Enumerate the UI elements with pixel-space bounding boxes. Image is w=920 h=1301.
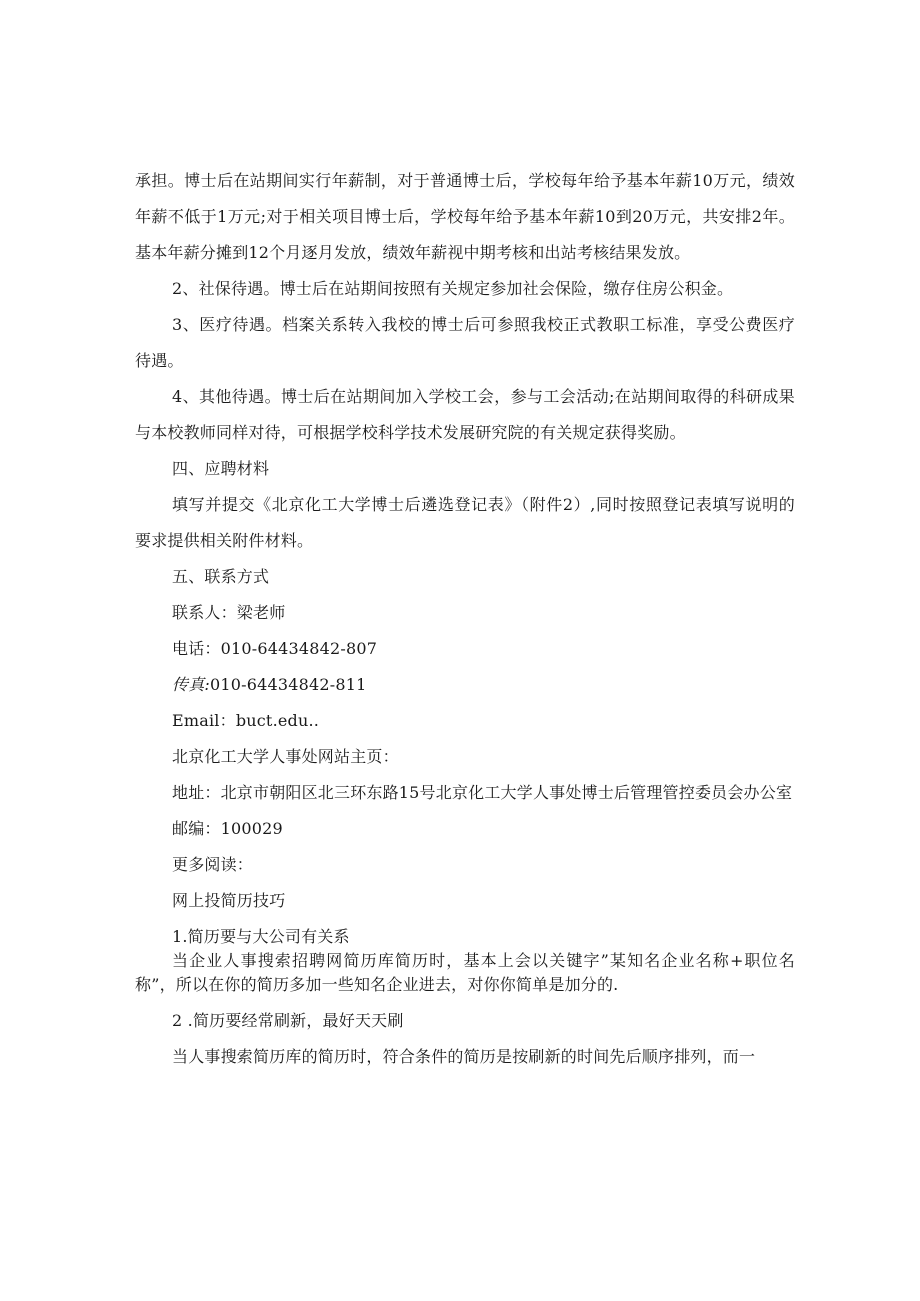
tip-2-body: 当人事搜索简历库的简历时，符合条件的简历是按刷新的时间先后顺序排列，而一 [172, 1047, 756, 1066]
tip-1-body: 当企业人事搜索招聘网简历库简历时，基本上会以关键字”某知名企业名称+职位名称”，所以在你的简历多加一些知名企业进去，对你你简单是加分的. [135, 951, 795, 994]
contact-address: 地址：北京市朝阳区北三环东路15号北京化工大学人事处博士后管理管控委员会办公室 [172, 783, 793, 802]
contact-postcode: 邮编：100029 [172, 819, 283, 838]
section-heading-contact: 五、联系方式 [172, 567, 270, 586]
paragraph-other-benefits: 4、其他待遇。博士后在站期间加入学校工会，参与工会活动;在站期间取得的科研成果与本校教师同样对待，可根据学校科学技术发展研究院的有关规定获得奖励。 [135, 387, 795, 442]
tip-1-title: 1.简历要与大公司有关系 [172, 927, 350, 946]
paragraph-social-security: 2、社保待遇。博士后在站期间按照有关规定参加社会保险，缴存住房公积金。 [172, 279, 734, 298]
section-heading-materials: 四、应聘材料 [172, 459, 270, 478]
fax-value: 010-64434842-811 [210, 675, 367, 694]
paragraph-salary: 承担。博士后在站期间实行年薪制，对于普通博士后，学校每年给予基本年薪10万元，绩效年薪不低于1万元;对于相关项目博士后，学校每年给予基本年薪10到20万元，共安排2年。基本年薪分摊到12个月逐月发放，绩效年薪视中期考核和出站考核结果发放。 [135, 171, 795, 262]
contact-person: 联系人：梁老师 [172, 603, 286, 622]
paragraph-medical: 3、医疗待遇。档案关系转入我校的博士后可参照我校正式教职工标准，享受公费医疗待遇。 [135, 315, 795, 370]
fax-label: 传真: [172, 675, 210, 694]
tip-2-title: 2 .简历要经常刷新，最好天天刷 [172, 1011, 404, 1030]
contact-fax [135, 667, 795, 703]
contact-email: Email：buct.edu.. [172, 711, 320, 730]
contact-website: 北京化工大学人事处网站主页： [172, 747, 399, 766]
more-reading-heading: 更多阅读： [172, 855, 254, 874]
paragraph-materials: 填写并提交《北京化工大学博士后遴选登记表》（附件2）,同时按照登记表填写说明的要求提供相关附件材料。 [135, 495, 795, 550]
document-page [135, 163, 795, 1075]
contact-phone: 电话：010-64434842-807 [172, 639, 378, 658]
article-title: 网上投简历技巧 [172, 891, 286, 910]
